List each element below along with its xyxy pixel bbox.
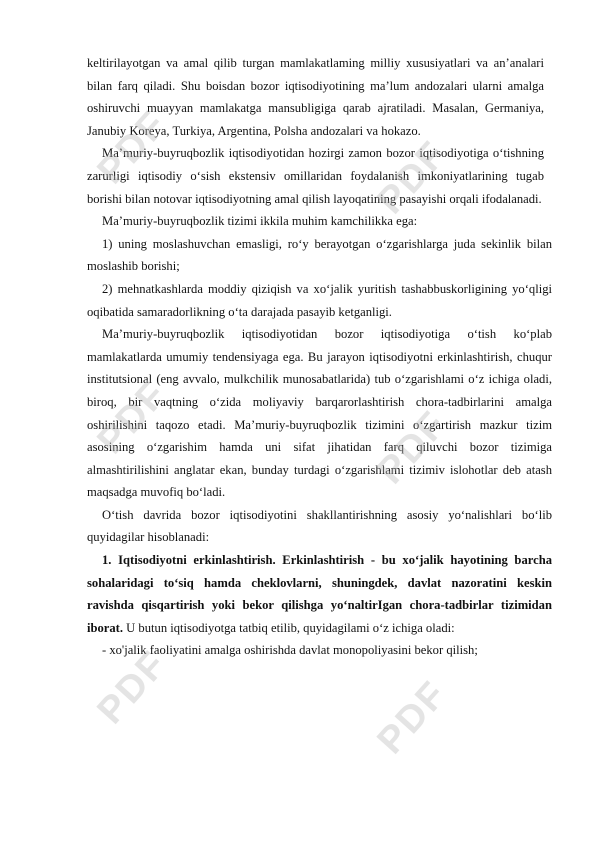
page-body [87, 52, 552, 662]
numbered-item: 2) mehnatkashlarda moddiy qiziqish va xo‘jalik yuritish tashabbuskorligining yo‘qligi oqibatida samaradorlikning o‘ta darajada pasayib ketganligi. [87, 281, 552, 319]
watermark [365, 669, 457, 763]
paragraph: Ma’muriy-buyruqbozlik iqtisodiyotidan hozirgi zamon bozor iqtisodiyotiga o‘tishning zarurligi iqtisodiy o‘sish ekstensiv omillaridan foydalanish imkoniyatlarining tugab borishi bilan notovar iqtisodiyotning amal qilish layoqatining pasayishi orqali ifodalanadi. [87, 146, 544, 206]
watermark-text: PDF [369, 403, 456, 493]
paragraph: Ma’muriy-buyruqbozlik iqtisodiyotidan bozor iqtisodiyotiga o‘tish ko‘plab mamlakatlarda umumiy tendensiyaga ega. Bu jarayon iqtisodiyotni erkinlashtirish, chuqur institutsional (eng avvalo, mulkchilik munosabatlarida) tub o‘zgarishlami o‘z ichiga oladi, biroq, bir vaqtning o‘zida moliyaviy barqarorlashtirish chora-tadbirlarini amalga oshirilishini taqozo etadi. Ma’muriy-buyruqbozlik tizimini o‘zgartirish mazkur tizim asosining o‘zgarishim hamda uni sifat jihatidan farq qiluvchi bozor tizimiga almashtirilishini anglatar ekan, bunday turdagi o‘zgarishlami tizimiv islohotlar deb atash maqsadga muvofiq bo‘ladi. [87, 327, 552, 500]
watermark-text: PDF [89, 373, 176, 463]
paragraph: keltirilayotgan va amal qilib turgan mamlakatlaming milliy xususiyatlari va an’analari bilan farq qiladi. Shu boisdan bozor iqtisodiyotining ma’lum andozalari ularni amalga oshiruvchi muayyan mamlakatga mansubligiga qarab ajratiladi. Masalan, Germaniya, Janubiy Koreya, Turkiya, Argentina, Polsha andozalari va hokazo. [87, 56, 544, 138]
numbered-item [87, 549, 552, 639]
definition-continuation: U butun iqtisodiyotga tatbiq etilib, quyidagilami o‘z ichiga oladi: [123, 620, 455, 635]
watermark-text: PDF [369, 673, 456, 763]
paragraph: O‘tish davrida bozor iqtisodiyotini shakllantirishning asosiy yo‘nalishlari bo‘lib quyidagilar hisoblanadi: [87, 507, 552, 545]
bullet-item: - xo'jalik faoliyatini amalga oshirishda davlat monopoliyasini bekor qilish; [102, 643, 478, 658]
watermark-text: PDF [369, 133, 456, 223]
watermark-text: PDF [89, 643, 176, 733]
numbered-item: 1) uning moslashuvchan emasligi, ro‘y berayotgan o‘zgarishlarga juda sekinlik bilan moslashib borishi; [87, 236, 552, 274]
paragraph: Ma’muriy-buyruqbozlik tizimi ikkila muhim kamchilikka ega: [102, 214, 418, 229]
watermark-text: PDF [89, 103, 176, 193]
bold-definition: 1. Iqtisodiyotni erkinlashtirish. Erkinlashtirish - bu xo‘jalik hayotining barcha sohalaridagi to‘siq hamda cheklovlarni, shuningdek, davlat nazoratini keskin ravishda qisqartirish yoki bekor qilishga yo‘naltirIgan chora-tadbirlar tizimidan iborat. [87, 553, 552, 635]
